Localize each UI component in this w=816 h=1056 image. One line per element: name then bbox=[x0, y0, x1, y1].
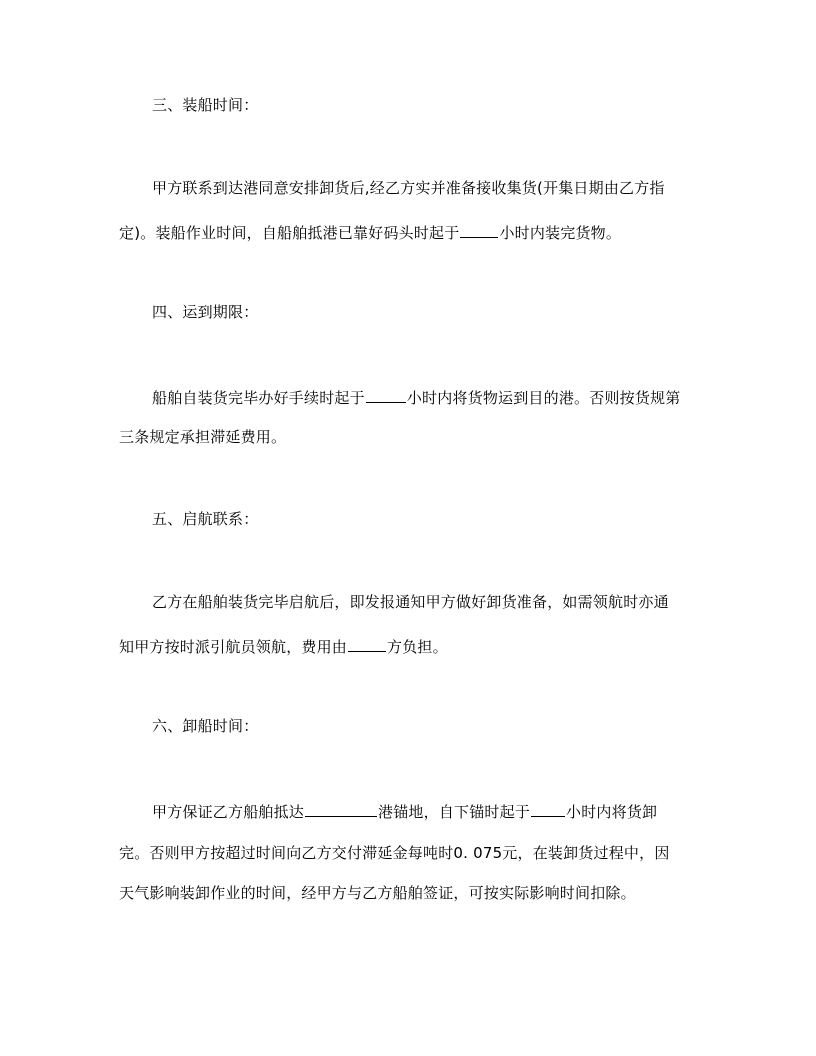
section-3-paragraph-line-1 bbox=[152, 181, 665, 196]
section-5-paragraph-line-2 bbox=[119, 637, 448, 655]
section-4-heading: 四、运到期限： bbox=[152, 303, 259, 321]
section-3-text-1: 甲方联系到达港同意安排卸货后,经乙方实并准备接收集货(开集日期由乙方指 bbox=[152, 179, 665, 197]
section-6-text-3: 小时内将货卸 bbox=[566, 803, 658, 821]
section-5-text-1: 乙方在船舶装货完毕启航后，即发报通知甲方做好卸货准备，如需领航时亦通 bbox=[152, 593, 669, 611]
section-3-text-3: 小时内装完货物。 bbox=[499, 224, 622, 242]
section-3-heading: 三、装船时间： bbox=[152, 96, 259, 114]
section-6-paragraph-line-2 bbox=[119, 846, 670, 861]
section-5-paragraph-line-1 bbox=[152, 595, 669, 610]
section-6-text-5: 天气影响装卸作业的时间，经甲方与乙方船舶签证，可按实际影响时间扣除。 bbox=[119, 884, 636, 902]
section-6-text-2: 港锚地，自下锚时起于 bbox=[378, 803, 531, 821]
section-3-text-2: 定)。装船作业时间，自船舶抵港已靠好码头时起于 bbox=[119, 224, 460, 242]
section-6-paragraph-line-3 bbox=[119, 886, 636, 901]
section-4-text-1: 船舶自装货完毕办好手续时起于 bbox=[152, 389, 365, 407]
section-6-paragraph-line-1 bbox=[152, 802, 657, 820]
section-6-heading: 六、卸船时间： bbox=[152, 717, 259, 735]
section-5-heading: 五、启航联系： bbox=[152, 510, 259, 528]
section-3-paragraph-line-2 bbox=[119, 223, 621, 241]
section-5-text-2: 知甲方按时派引航员领航，费用由 bbox=[119, 638, 348, 656]
section-4-text-3: 三条规定承担滞延费用。 bbox=[119, 428, 287, 446]
blank-fill-field[interactable] bbox=[366, 388, 406, 403]
blank-fill-field[interactable] bbox=[348, 637, 386, 652]
section-4-paragraph-line-1 bbox=[152, 388, 680, 406]
blank-fill-field[interactable] bbox=[460, 223, 498, 238]
section-6-text-1: 甲方保证乙方船舶抵达 bbox=[152, 803, 305, 821]
section-6-text-4: 完。否则甲方按超过时间向乙方交付滞延金每吨时0. 075元，在装卸货过程中，因 bbox=[119, 844, 670, 862]
blank-fill-field[interactable] bbox=[531, 802, 565, 817]
section-5-text-3: 方负担。 bbox=[387, 638, 448, 656]
blank-fill-field[interactable] bbox=[305, 802, 377, 817]
section-4-paragraph-line-2 bbox=[119, 430, 286, 445]
section-4-text-2: 小时内将货物运到目的港。否则按货规第 bbox=[406, 389, 681, 407]
